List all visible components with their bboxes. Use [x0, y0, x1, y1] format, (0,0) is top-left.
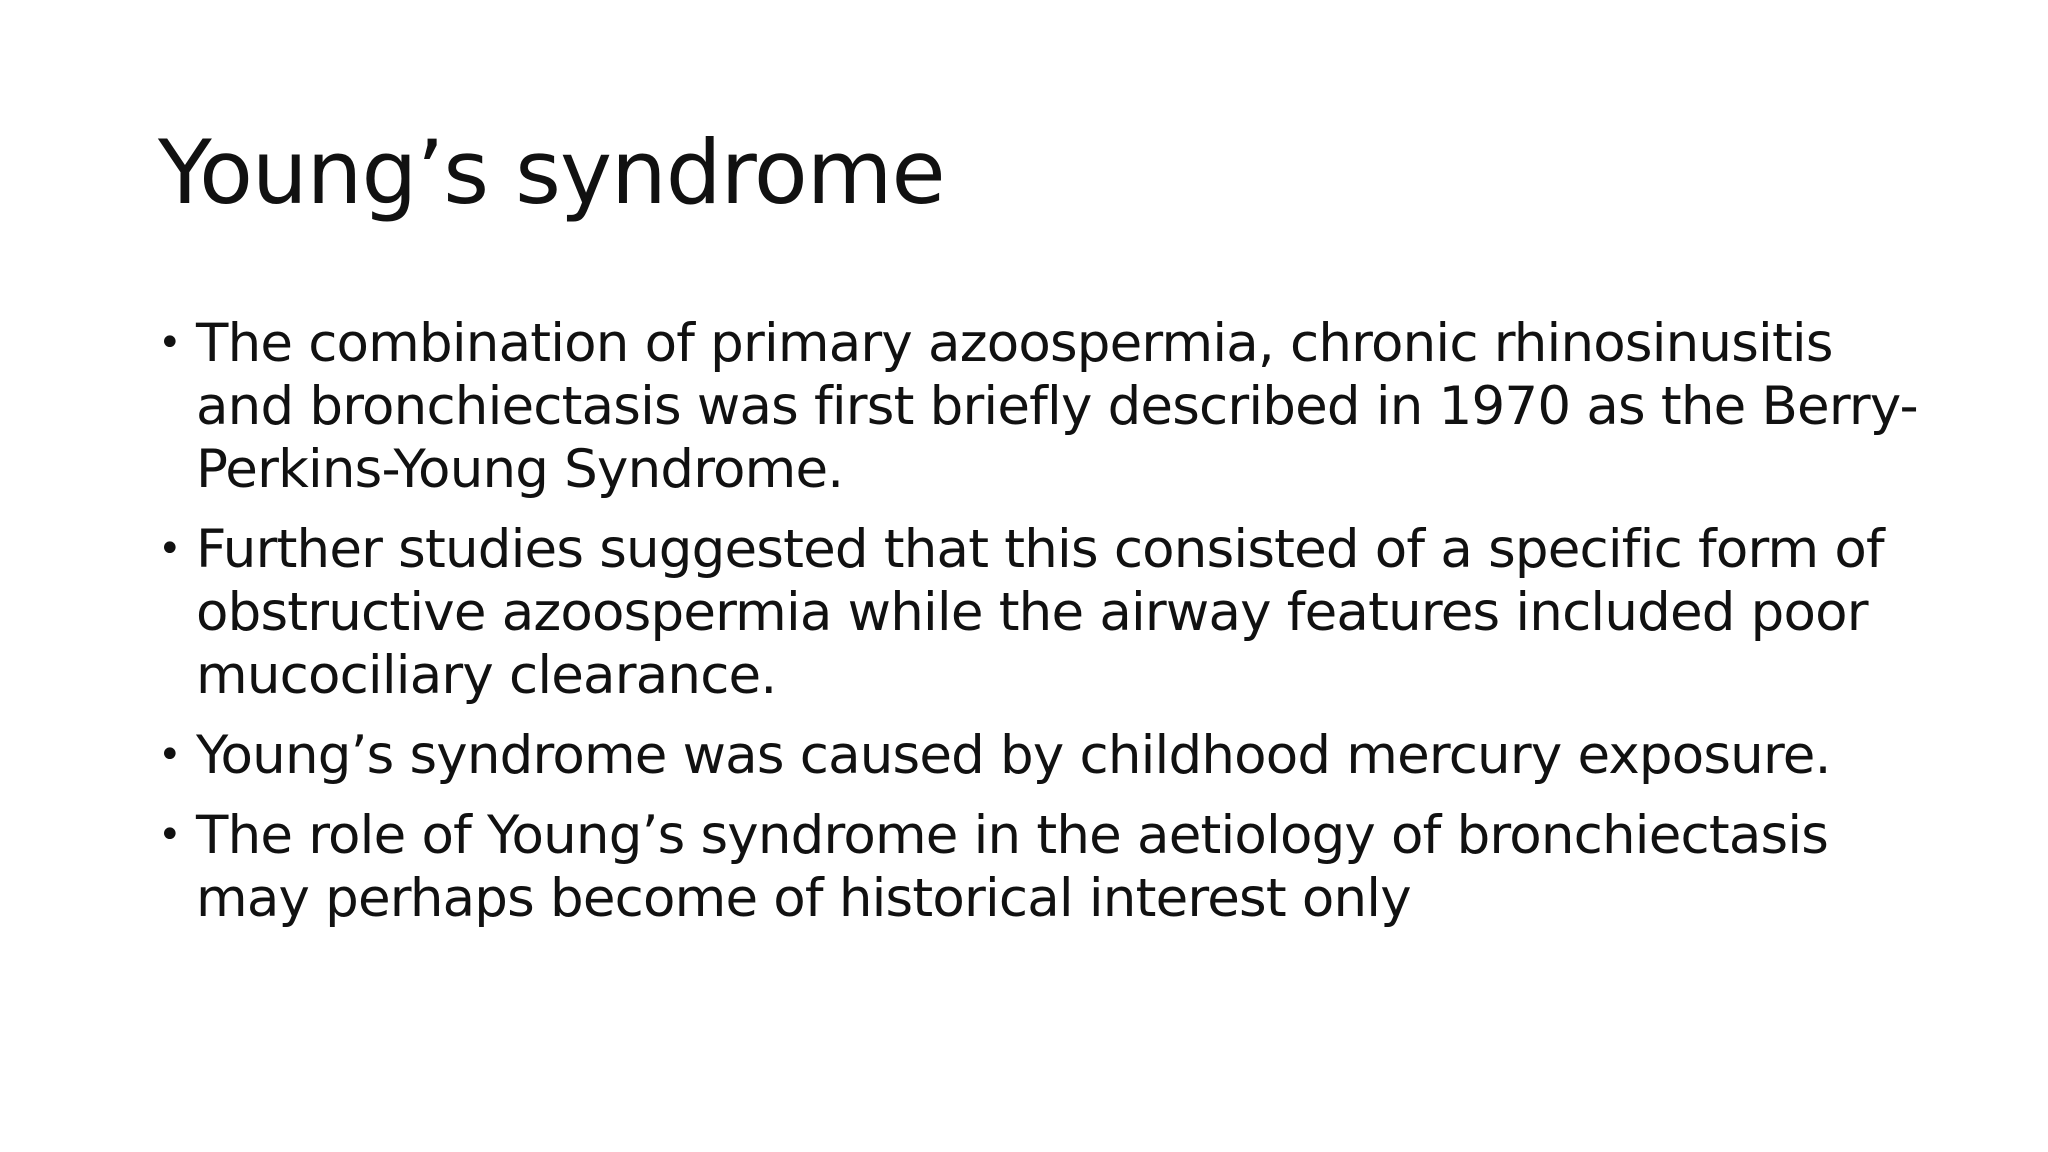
- bullet-item: [158, 724, 1918, 787]
- bullet-text: The role of Young’s syndrome in the aetiology of bronchiectasis may perhaps become of historical interest only: [196, 805, 1829, 929]
- bullet-list: [158, 312, 1918, 947]
- bullet-marker: •: [158, 526, 181, 572]
- bullet-marker: •: [158, 320, 181, 366]
- bullet-item: [158, 518, 1918, 707]
- bullet-marker: •: [158, 732, 181, 778]
- bullet-marker: •: [158, 812, 181, 858]
- bullet-item: [158, 312, 1918, 501]
- bullet-text: Further studies suggested that this consisted of a specific form of obstructive azoospermia while the airway features included poor mucociliary clearance.: [196, 519, 1884, 706]
- bullet-text: The combination of primary azoospermia, chronic rhinosinusitis and bronchiectasis was first briefly described in 1970 as the Berry-Perkins-Young Syndrome.: [196, 313, 1918, 500]
- slide-title: Young’s syndrome: [158, 121, 945, 224]
- bullet-text: Young’s syndrome was caused by childhood mercury exposure.: [196, 725, 1831, 786]
- bullet-item: [158, 804, 1918, 930]
